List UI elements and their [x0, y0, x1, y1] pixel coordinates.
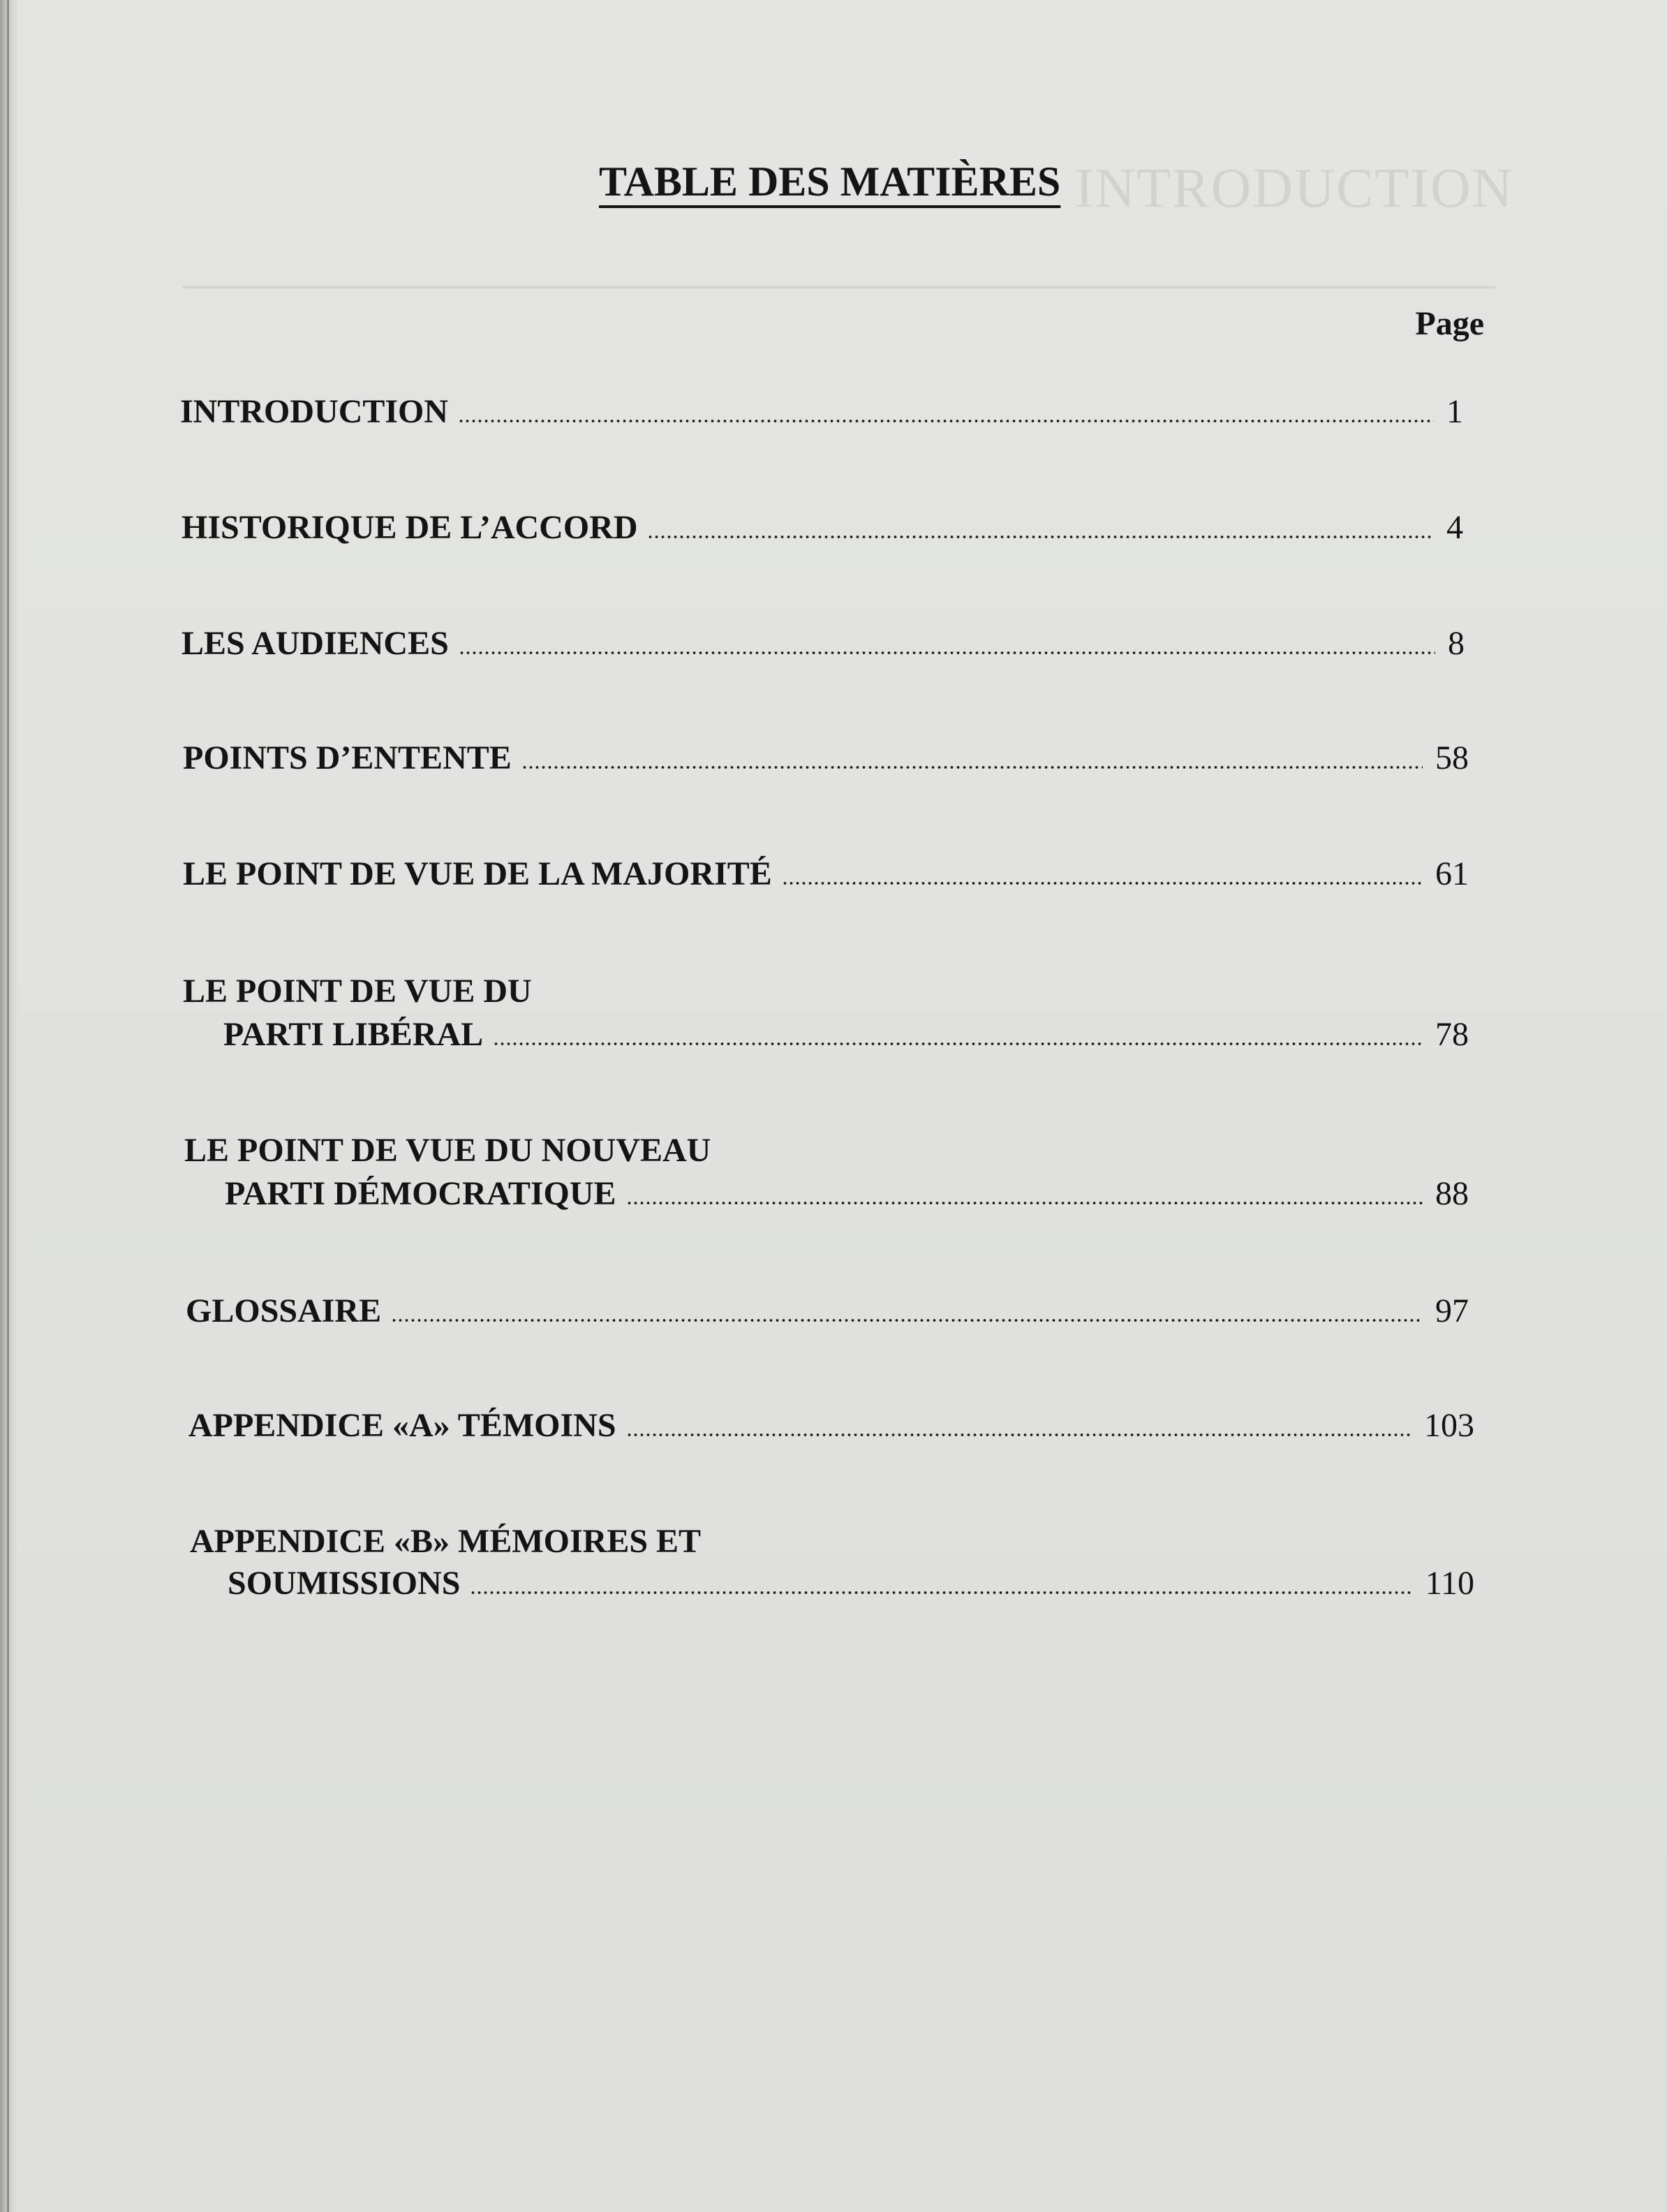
bleed-through-rule	[183, 286, 1495, 288]
toc-entry-audiences[interactable]	[181, 624, 1465, 663]
page-title: TABLE DES MATIÈRES	[599, 158, 1061, 205]
toc-entry-page: 8	[1448, 625, 1465, 662]
toc-entry-npd-line1: LE POINT DE VUE DU NOUVEAU	[184, 1132, 711, 1169]
dot-leader	[458, 420, 1434, 422]
dot-leader	[626, 1202, 1423, 1204]
toc-entry-label: LE POINT DE VUE DE LA MAJORITÉ	[183, 855, 772, 892]
dot-leader	[470, 1591, 1412, 1594]
toc-entry-appendice-b[interactable]	[228, 1564, 1474, 1602]
dot-leader	[782, 882, 1423, 885]
toc-entry-points-entente[interactable]	[183, 739, 1469, 777]
toc-entry-label: APPENDICE «A» TÉMOINS	[188, 1407, 616, 1444]
dot-leader	[493, 1042, 1423, 1045]
toc-entry-page: 78	[1435, 1016, 1469, 1053]
toc-entry-historique[interactable]	[181, 508, 1463, 547]
toc-entry-majorite[interactable]	[183, 855, 1469, 893]
toc-entry-label: INTRODUCTION	[180, 393, 449, 430]
toc-entry-label: LES AUDIENCES	[181, 625, 449, 662]
toc-entry-label: PARTI LIBÉRAL	[223, 1016, 484, 1053]
toc-entry-glossaire[interactable]	[186, 1292, 1469, 1330]
toc-entry-page: 58	[1435, 739, 1469, 776]
bleed-through-heading: INTRODUCTION	[1075, 158, 1514, 219]
dot-leader	[391, 1319, 1423, 1322]
page-edge-shadow	[0, 0, 18, 2212]
toc-entry-page: 88	[1435, 1175, 1469, 1212]
toc-entry-page: 61	[1435, 855, 1469, 892]
binding-line	[7, 0, 9, 2212]
toc-entry-label: PARTI DÉMOCRATIQUE	[225, 1175, 616, 1212]
dot-leader	[626, 1433, 1412, 1436]
toc-entry-liberal-line1: LE POINT DE VUE DU	[183, 973, 532, 1010]
toc-entry-introduction[interactable]	[180, 392, 1463, 431]
dot-leader	[521, 766, 1423, 769]
dot-leader	[459, 651, 1435, 654]
toc-entry-page: 110	[1425, 1565, 1474, 1602]
toc-entry-liberal[interactable]	[223, 1015, 1469, 1054]
toc-entry-page: 103	[1424, 1407, 1474, 1444]
toc-entry-appendice-a[interactable]	[188, 1406, 1474, 1445]
toc-entry-page: 4	[1446, 509, 1463, 546]
page-column-header: Page	[1415, 305, 1484, 342]
toc-entry-label: POINTS D’ENTENTE	[183, 739, 512, 776]
toc-entry-page: 97	[1435, 1292, 1469, 1329]
toc-entry-appendice-b-line1: APPENDICE «B» MÉMOIRES ET	[190, 1523, 702, 1560]
toc-entry-label: SOUMISSIONS	[228, 1565, 461, 1602]
toc-entry-label: HISTORIQUE DE L’ACCORD	[181, 509, 638, 546]
dot-leader	[647, 536, 1434, 538]
toc-entry-page: 1	[1446, 393, 1463, 430]
toc-entry-npd[interactable]	[225, 1174, 1469, 1213]
toc-entry-label: GLOSSAIRE	[186, 1292, 382, 1329]
